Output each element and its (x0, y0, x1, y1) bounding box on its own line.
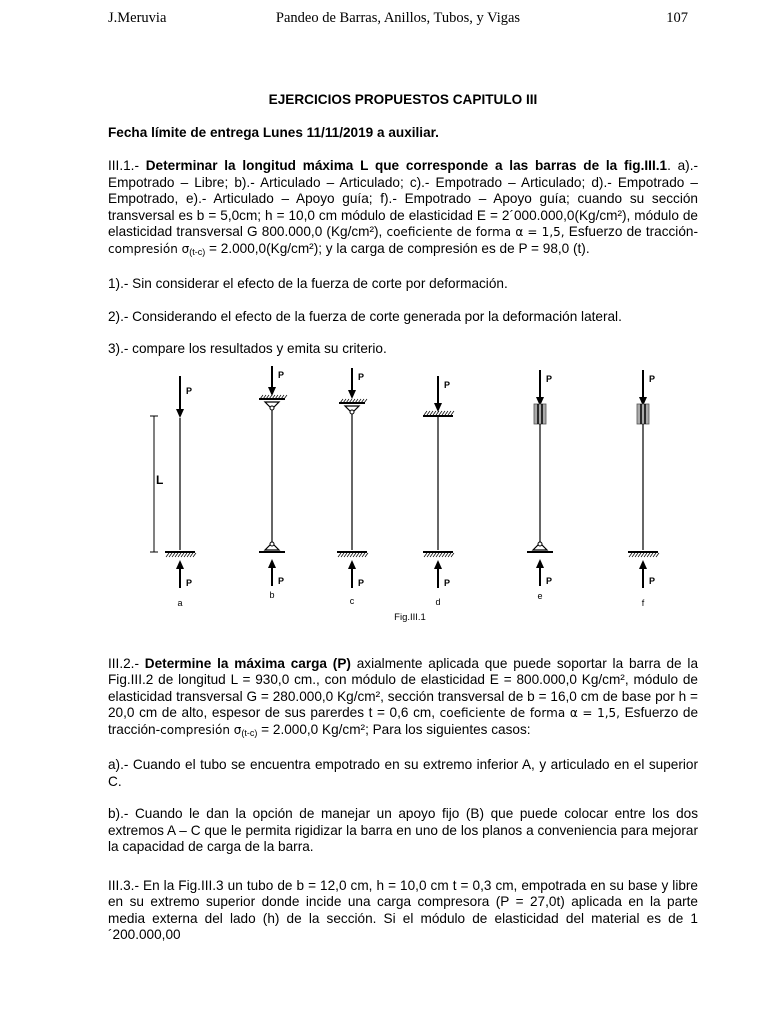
exercise-1-text-a: . a).- Empotrado – Libre; b).- Articulado – Articulado; c).- Empotrado – Articulado; d).- Empotrado – Empotrado, e).- Articulado – Apoyo guía; f).- Empotrado – Apoyo guía; cuando su sección transversal es b = 5,0cm; h = 10,0 cm módulo de elasticidad E = 2´000.000,0(Kg/cm²), módulo de elasticidad transversal G 800.000,0 (Kg/cm²), (108, 158, 698, 239)
bar-b-top-load-label: P (278, 369, 285, 380)
exercise-2-paragraph (108, 656, 698, 742)
exercise-2-coef: coeficiente de forma α = 1,5, (434, 706, 620, 720)
bar-f-fixed-hatch-tick (656, 553, 659, 557)
exercise-2-id: III.2.- (108, 655, 145, 671)
bar-d-bottom-hatch-tick (424, 553, 427, 557)
bar-a-fixed-hatch-tick (166, 553, 169, 557)
exercise-2-case-a: a).- Cuando el tubo se encuentra empotrado en su extremo inferior A, y articulado en el superior C. (108, 757, 698, 789)
bar-f-fixed-hatch-tick (641, 553, 644, 557)
exercise-2-text-b: Esfuerzo de tracción- (108, 705, 698, 737)
bar-d-top-hatch-tick (436, 411, 439, 415)
bar-d-top-hatch-tick (448, 411, 451, 415)
bar-d-top-hatch-tick (439, 411, 442, 415)
exercise-1-coef: coeficiente de forma α = 1,5, (382, 225, 565, 239)
bar-b-top-pin-hinge (270, 406, 274, 410)
bar-f-fixed-hatch-tick (638, 553, 641, 557)
bar-e-bottom-load-label: P (546, 575, 553, 586)
bar-d-top-load-label: P (444, 379, 451, 390)
bar-e-reaction-arrow-head (536, 559, 544, 568)
case-label-b: b (269, 589, 275, 600)
bar-f-top-guide-block (637, 404, 649, 424)
bar-d-bottom-hatch-tick (427, 553, 430, 557)
case-label-f: f (641, 597, 645, 608)
exercise-2-text-c: = 2.000,0 Kg/cm²; Para los siguientes casos: (257, 721, 531, 737)
bar-d-top-hatch-tick (433, 411, 436, 415)
bar-c-top-load-label: P (358, 371, 365, 382)
bar-a-fixed-hatch-tick (178, 553, 181, 557)
exercise-1-bold: Determinar la longitud máxima L que corresponde a las barras de la fig.III.1 (145, 158, 668, 173)
bar-a-fixed-hatch-tick (187, 553, 190, 557)
case-label-d: d (435, 596, 441, 607)
figure-iii-1 (108, 366, 698, 638)
bar-d-reaction-arrow-head (434, 560, 442, 569)
bar-a-fixed-hatch-tick (172, 553, 175, 557)
bar-c-fixed-hatch-tick (344, 553, 347, 557)
bar-f-fixed-hatch-tick (629, 553, 632, 557)
case-label-c: c (349, 595, 355, 606)
bar-d-top-hatch-tick (427, 411, 430, 415)
bar-c-top-pin-hinge (350, 410, 354, 414)
bar-b-bottom-load-label: P (278, 575, 285, 586)
header-page-number: 107 (666, 10, 688, 26)
exercise-2-bold: Determine la máxima carga (P) (144, 655, 351, 671)
bar-d-load-arrow-head (434, 403, 442, 412)
page-header (108, 10, 688, 32)
section-title: EJERCICIOS PROPUESTOS CAPITULO III (268, 92, 538, 107)
exercise-1-paragraph (108, 158, 698, 260)
bar-c-load-arrow-head (348, 390, 356, 399)
exercise-1-question-2: 2).- Considerando el efecto de la fuerza de corte generada por la deformación lateral. (108, 308, 622, 324)
bar-c-fixed-hatch-tick (365, 553, 368, 557)
bar-c-reaction-arrow-head (348, 560, 356, 569)
bar-b-reaction-arrow-head (268, 559, 276, 568)
bar-d-bottom-hatch-tick (439, 553, 442, 557)
figure-caption: Fig.III.1 (394, 611, 426, 623)
bar-f-fixed-hatch-tick (647, 553, 650, 557)
header-author: J.Meruvia (108, 10, 167, 26)
bar-f-bottom-load-label: P (649, 575, 656, 586)
bar-c-top-hatch-tick (364, 399, 367, 403)
bar-d-bottom-hatch-tick (442, 553, 445, 557)
bar-e-top-load-label: P (546, 373, 553, 384)
bar-f-fixed-hatch-tick (635, 553, 638, 557)
bar-c-fixed-hatch-tick (341, 553, 344, 557)
bar-d-bottom-hatch (424, 553, 454, 557)
bar-c-fixed-hatch-tick (362, 553, 365, 557)
bar-c-fixed-hatch-tick (338, 553, 341, 557)
bar-e-top-guide-block (534, 404, 546, 424)
exercise-1-compresion: compresión σ (108, 241, 190, 256)
bar-d-bottom-hatch-tick (451, 553, 454, 557)
bar-c-fixed-hatch-tick (347, 553, 350, 557)
bar-f-fixed-hatch-tick (650, 553, 653, 557)
bar-a-fixed-hatch-tick (190, 553, 193, 557)
bar-f-fixed-hatch (629, 553, 659, 557)
bar-a-fixed-hatch-tick (175, 553, 178, 557)
page-body (108, 92, 698, 960)
bar-a-fixed-hatch (166, 553, 196, 557)
bar-b-top-hatch-tick (284, 395, 287, 399)
bar-c-fixed-hatch-tick (353, 553, 356, 557)
bar-f-reaction-arrow-head (639, 560, 647, 569)
bar-c-fixed-hatch-tick (356, 553, 359, 557)
bar-a-load-arrow-head (176, 409, 184, 418)
exercise-1-question-1: 1).- Sin considerar el efecto de la fuerza de corte por deformación. (108, 276, 508, 291)
bar-a-reaction-arrow-head (176, 560, 184, 569)
exercise-1-id: III.1.- (108, 158, 146, 173)
bar-d-top-hatch-tick (442, 411, 445, 415)
length-label: L (156, 472, 164, 487)
bar-c-fixed-hatch-tick (359, 553, 362, 557)
case-label-a: a (177, 597, 183, 608)
exercise-2-case-b: b).- Cuando le dan la opción de manejar un apoyo fijo (B) que puede colocar entre los dos extremos A – C que le permita rigidizar la barra en uno de los planos a conveniencia para mejorar la capacidad de carga de la barra. (108, 806, 698, 854)
exercise-1-text-c: = 2.000,0(Kg/cm²); y la carga de compresión es de P = 98,0 (t). (205, 240, 590, 256)
bar-c-fixed-hatch-tick (350, 553, 353, 557)
bar-d-bottom-load-label: P (444, 577, 451, 588)
bar-e-bottom-pin-hinge (538, 542, 542, 546)
bar-c-bottom-load-label: P (358, 577, 365, 588)
deadline-text: Fecha límite de entrega Lunes 11/11/2019 a auxiliar. (108, 124, 439, 140)
bar-a-fixed-hatch-tick (169, 553, 172, 557)
exercise-3-paragraph: III.3.- En la Fig.III.3 un tubo de b = 12,0 cm, h = 10,0 cm t = 0,3 cm, empotrada en su base y libre en su extremo superior donde incide una carga compresora (P = 27,0t) aplicada en la parte media externa del lado (h) de la sección. Si el módulo de elasticidad del material es de 1´200.000,00 (108, 877, 698, 942)
exercise-2-text-a: axialmente aplicada que puede soportar la barra de la Fig.III.2 de longitud L = 930,0 cm., con módulo de elasticidad E = 800.000,0 Kg/cm², módulo de elasticidad transversal G = 280.000,0 Kg/cm², sección transversal de b = 16,0 cm de base por h = 20,0 cm de alto, espesor de sus parerdes t = 0,6 cm, (108, 655, 699, 720)
header-title: Pandeo de Barras, Anillos, Tubos, y Vigas (275, 10, 521, 26)
bar-d-bottom-hatch-tick (436, 553, 439, 557)
bar-d-bottom-hatch-tick (448, 553, 451, 557)
bar-d-bottom-hatch-tick (433, 553, 436, 557)
bar-a-fixed-hatch-tick (184, 553, 187, 557)
bar-d-bottom-hatch-tick (445, 553, 448, 557)
case-label-e: e (537, 590, 543, 601)
bar-d-top-hatch (424, 411, 454, 415)
bar-d-top-hatch-tick (451, 411, 454, 415)
exercise-1-question-3: 3).- compare los resultados y emita su criterio. (108, 341, 387, 356)
bar-f-fixed-hatch-tick (644, 553, 647, 557)
bar-d-top-hatch-tick (445, 411, 448, 415)
bar-d-top-hatch-tick (424, 411, 427, 415)
bar-a-bottom-load-label: P (186, 577, 193, 588)
bar-f-fixed-hatch-tick (632, 553, 635, 557)
bar-a-fixed-hatch-tick (181, 553, 184, 557)
exercise-2-subscript: (t-c) (241, 727, 258, 738)
buckling-bars-diagram (108, 366, 698, 638)
bar-a-top-load-label: P (186, 385, 193, 396)
exercise-1-text-b: Esfuerzo de tracción- (564, 224, 698, 239)
bar-a-fixed-hatch-tick (193, 553, 196, 557)
bar-f-top-load-label: P (649, 373, 656, 384)
bar-b-bottom-pin-hinge (270, 542, 274, 546)
bar-b-load-arrow-head (268, 387, 276, 396)
bar-d-bottom-hatch-tick (430, 553, 433, 557)
bar-d-top-hatch-tick (430, 411, 433, 415)
exercise-2-compresion: compresión σ (160, 722, 242, 737)
exercise-1-subscript: (t-c) (189, 246, 206, 257)
bar-c-fixed-hatch (338, 553, 368, 557)
bar-f-fixed-hatch-tick (653, 553, 656, 557)
